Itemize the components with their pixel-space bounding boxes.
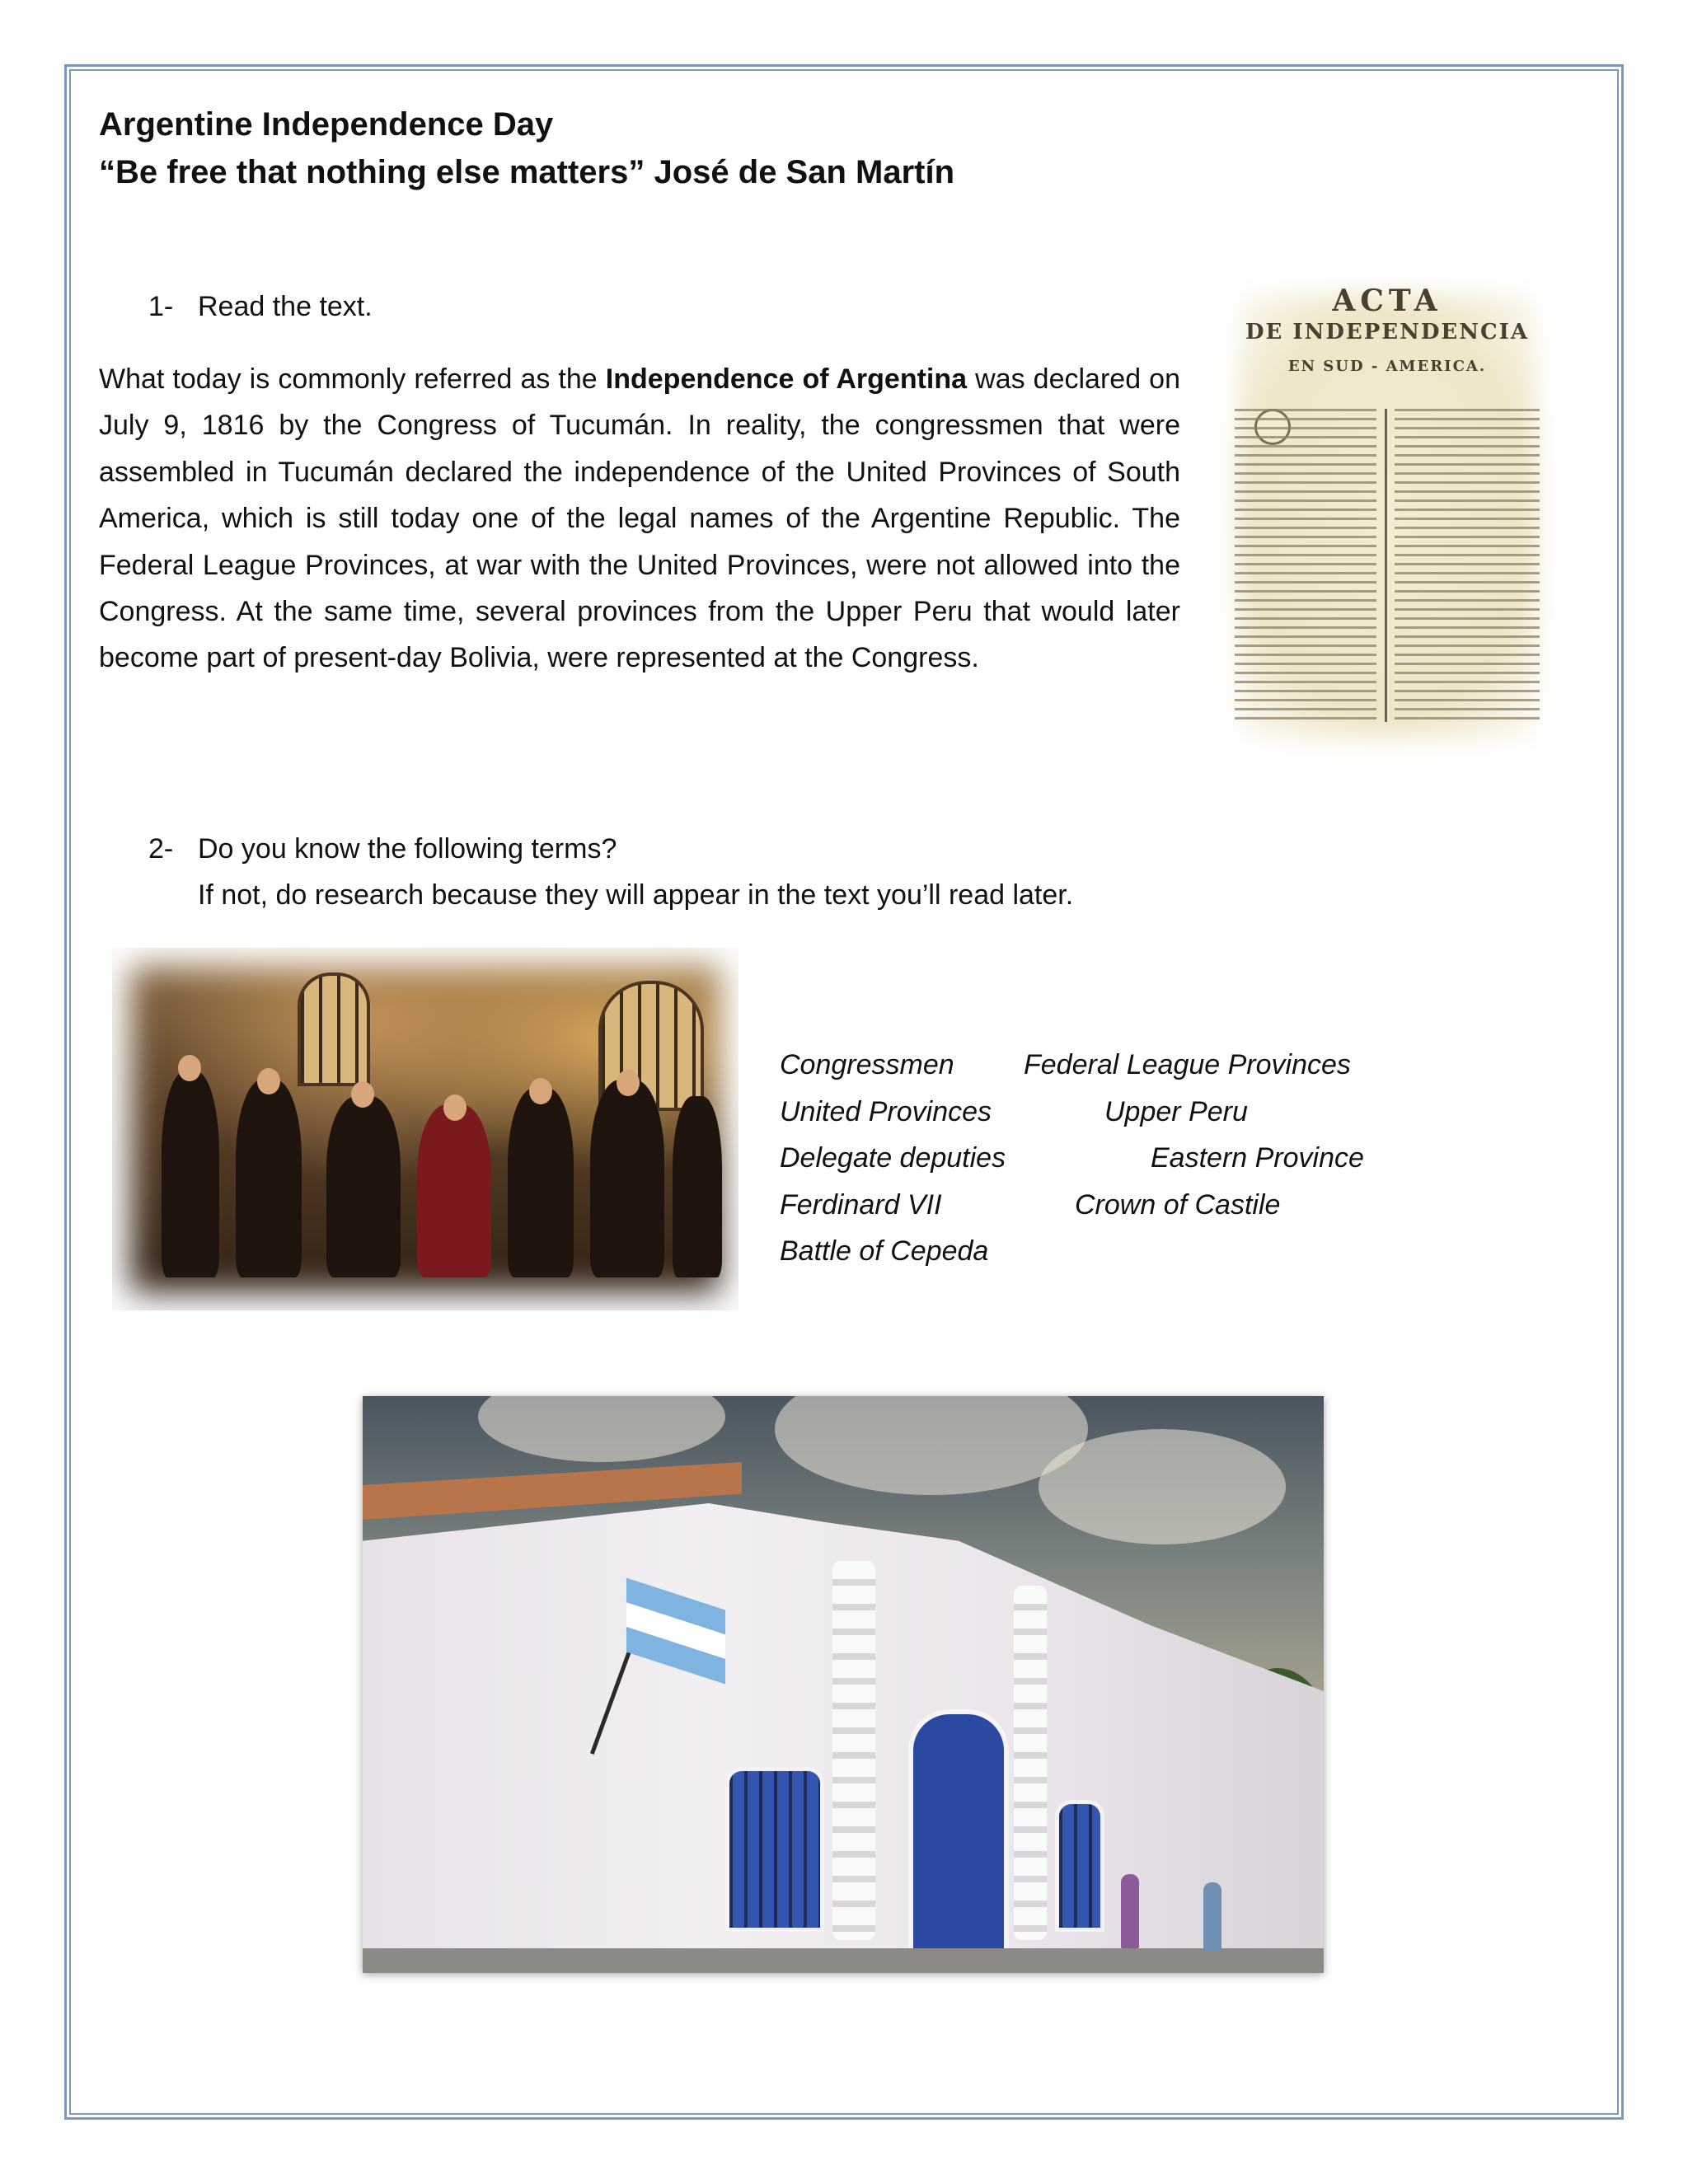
painting-head <box>178 1055 201 1081</box>
acta-independencia-image <box>1220 277 1554 755</box>
instruction-2 <box>148 826 1073 918</box>
term: Crown of Castile <box>1075 1188 1281 1221</box>
photo-sidewalk <box>363 1948 1324 1973</box>
acta-subtitle-2: EN SUD - AMERICA. <box>1287 358 1487 375</box>
painting-window-left <box>298 972 370 1086</box>
page-title: Argentine Independence Day <box>99 106 554 143</box>
term: Congressmen <box>780 1049 954 1080</box>
congress-painting-image <box>112 948 738 1310</box>
term: Federal League Provinces <box>1024 1049 1351 1080</box>
acta-subtitle: DE INDEPENDENCIA <box>1245 320 1529 344</box>
term: Upper Peru <box>1104 1095 1248 1127</box>
photo-person <box>1203 1882 1221 1952</box>
instruction-2-question: Do you know the following terms? <box>198 833 617 865</box>
instruction-1 <box>148 284 373 330</box>
terms-row <box>780 1182 1281 1229</box>
page-subtitle-quote: “Be free that nothing else matters” José de San Martín <box>99 154 955 190</box>
casa-de-tucuman-photo <box>363 1396 1324 1973</box>
term: Eastern Province <box>1151 1142 1364 1174</box>
photo-column <box>832 1561 875 1940</box>
photo-person <box>1121 1874 1139 1948</box>
painting-figure <box>590 1080 664 1277</box>
painting-head <box>617 1070 640 1096</box>
term: Delegate deputies <box>780 1142 1006 1174</box>
photo-column <box>1014 1586 1047 1940</box>
instruction-1-number: 1- <box>148 291 174 322</box>
reading-paragraph <box>99 356 1180 682</box>
terms-row <box>780 1228 1006 1275</box>
terms-list <box>780 1042 1364 1275</box>
paragraph-intro: What today is commonly referred as the <box>99 363 606 395</box>
terms-row <box>780 1089 1248 1136</box>
term: United Provinces <box>780 1095 992 1127</box>
paragraph-body: was declared on July 9, 1816 by the Congress of Tucumán. In reality, the congressmen that were assembled in Tucumán declared the independence of the United Provinces of South America, which is still today one of the legal names of the Argentine Republic. The Federal League Provinces, at war with the United Provinces, were not allowed into the Congress. At the same time, several provinces from the Upper Peru that would later become part of present-day Bolivia, were represented at the Congress. <box>99 363 1180 674</box>
page-title-block <box>99 101 954 196</box>
photo-window-right <box>1055 1800 1104 1932</box>
painting-head <box>443 1094 467 1121</box>
photo-blue-door <box>908 1709 1009 1958</box>
painting-figure <box>236 1080 302 1277</box>
painting-figure <box>508 1088 574 1277</box>
painting-head <box>257 1068 280 1094</box>
paragraph-bold-term: Independence of Argentina <box>605 363 968 395</box>
acta-column-divider <box>1385 409 1387 722</box>
acta-title: ACTA <box>1332 284 1442 318</box>
term: Battle of Cepeda <box>780 1235 989 1267</box>
painting-head <box>351 1081 374 1108</box>
photo-cloud <box>1039 1429 1286 1544</box>
instruction-1-text: Read the text. <box>198 291 373 322</box>
photo-cloud <box>478 1396 725 1462</box>
term: Ferdinard VII <box>780 1188 942 1221</box>
instruction-2-note: If not, do research because they will appear in the text you’ll read later. <box>198 879 1074 911</box>
acta-text-column-left <box>1235 409 1376 722</box>
instruction-2-number: 2- <box>148 833 174 865</box>
photo-window-left <box>725 1767 824 1932</box>
acta-text-column-right <box>1395 409 1540 722</box>
terms-row <box>780 1042 1351 1089</box>
painting-figure <box>162 1071 219 1277</box>
painting-figure-cardinal <box>417 1104 491 1277</box>
terms-row <box>780 1135 1364 1182</box>
painting-figure <box>673 1096 722 1277</box>
painting-figure <box>326 1096 401 1277</box>
painting-head <box>529 1078 552 1104</box>
